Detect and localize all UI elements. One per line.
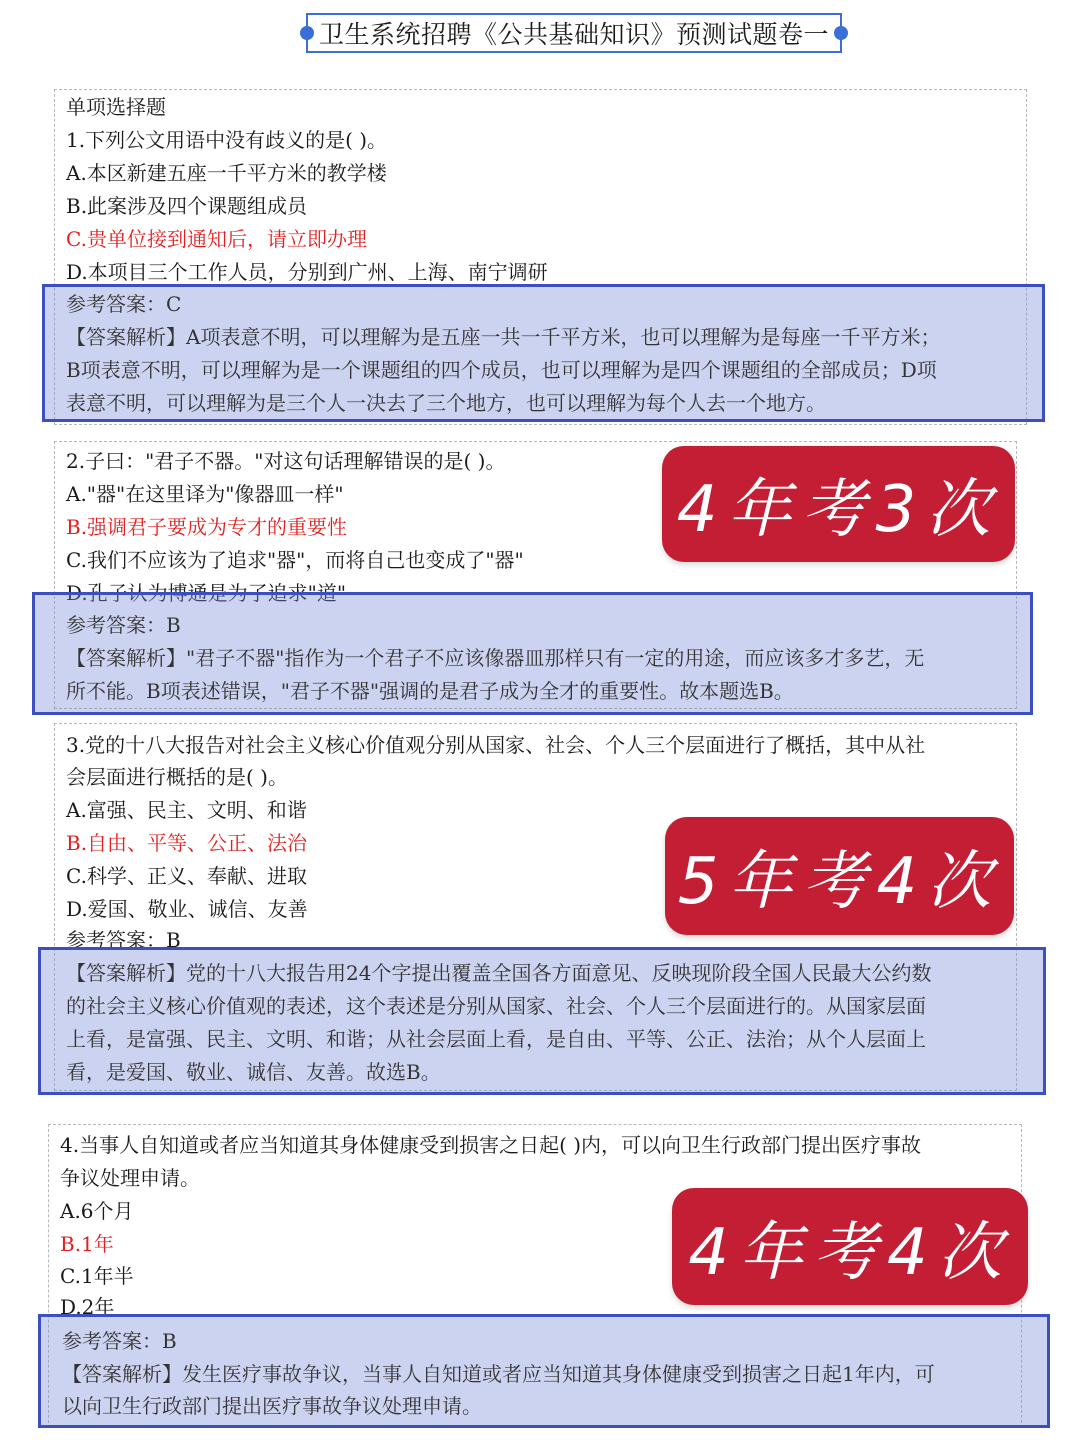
- question-3-frequency-badge: 5年考4次: [665, 817, 1014, 935]
- question-3-analysis-line: 上看，是富强、民主、文明、和谐；从社会层面上看，是自由、平等、公正、法治；从个人层面上: [66, 1027, 926, 1051]
- question-1-analysis-line: B项表意不明，可以理解为是一个课题组的四个成员，也可以理解为是四个课题组的全部成员；D项: [66, 358, 937, 382]
- question-4-answer: 参考答案：B: [62, 1329, 177, 1353]
- question-3-option-c: C.科学、正义、奉献、进取: [66, 864, 307, 888]
- question-4-option-d: D.2年: [60, 1295, 115, 1319]
- question-2-frequency-badge: 4年考3次: [662, 446, 1015, 562]
- question-1-option-d: D.本项目三个工作人员，分别到广州、上海、南宁调研: [66, 260, 548, 284]
- question-1-stem: 1.下列公文用语中没有歧义的是( )。: [66, 128, 388, 152]
- question-4-option-a: A.6个月: [60, 1199, 134, 1223]
- question-1-analysis-line: 【答案解析】A项表意不明，可以理解为是五座一共一千平方米，也可以理解为是每座一千平方米；: [66, 325, 941, 349]
- question-3-option-d: D.爱国、敬业、诚信、友善: [66, 897, 308, 921]
- question-3-stem-line: 会层面进行概括的是( )。: [66, 765, 288, 789]
- question-2-option-a: A."器"在这里译为"像器皿一样": [66, 482, 344, 506]
- question-4-analysis-line: 【答案解析】发生医疗事故争议，当事人自知道或者应当知道其身体健康受到损害之日起1年内，可: [62, 1362, 935, 1386]
- question-2-option-d: D.孔子认为博通是为了追求"道": [66, 581, 347, 605]
- question-3-option-a: A.富强、民主、文明、和谐: [66, 798, 307, 822]
- question-4-frequency-badge: 4年考4次: [672, 1188, 1028, 1305]
- title-dot-left: [300, 26, 314, 40]
- question-2-analysis-line: 【答案解析】"君子不器"指作为一个君子不应该像器皿那样只有一定的用途，而应该多才多艺，无: [66, 646, 925, 670]
- question-2-option-b-correct: B.强调君子要成为专才的重要性: [66, 515, 348, 539]
- question-4-option-c: C.1年半: [60, 1264, 134, 1288]
- question-3-analysis-line: 【答案解析】党的十八大报告用24个字提出覆盖全国各方面意见、反映现阶段全国人民最大公约数: [66, 961, 932, 985]
- question-3-analysis-line: 的社会主义核心价值观的表述，这个表述是分别从国家、社会、个人三个层面进行的。从国家层面: [66, 994, 926, 1018]
- question-4-stem-line: 4.当事人自知道或者应当知道其身体健康受到损害之日起( )内，可以向卫生行政部门提出医疗事故: [60, 1133, 922, 1157]
- question-3-option-b-correct: B.自由、平等、公正、法治: [66, 831, 308, 855]
- question-1-option-a: A.本区新建五座一千平方米的教学楼: [66, 161, 387, 185]
- question-2-analysis-line: 所不能。B项表述错误，"君子不器"强调的是君子成为全才的重要性。故本题选B。: [66, 679, 794, 703]
- title-dot-right: [834, 26, 848, 40]
- question-3-stem-line: 3.党的十八大报告对社会主义核心价值观分别从国家、社会、个人三个层面进行了概括，其中从社: [66, 733, 926, 757]
- question-2-option-c: C.我们不应该为了追求"器"，而将自己也变成了"器": [66, 548, 524, 572]
- section-heading: 单项选择题: [66, 95, 166, 119]
- question-1-analysis-line: 表意不明，可以理解为是三个人一决去了三个地方，也可以理解为每个人去一个地方。: [66, 391, 826, 415]
- question-1-option-c-correct: C.贵单位接到通知后，请立即办理: [66, 227, 367, 251]
- question-3-analysis-line: 看，是爱国、敬业、诚信、友善。故选B。: [66, 1060, 441, 1084]
- question-3-answer: 参考答案：B: [66, 928, 181, 952]
- question-1-option-b: B.此案涉及四个课题组成员: [66, 194, 308, 218]
- question-4-analysis-line: 以向卫生行政部门提出医疗事故争议处理申请。: [62, 1394, 482, 1418]
- page-title: [306, 13, 842, 53]
- question-1-answer: 参考答案：C: [66, 292, 182, 316]
- question-2-stem: 2.子曰："君子不器。"对这句话理解错误的是( )。: [66, 449, 506, 473]
- question-4-option-b-correct: B.1年: [60, 1232, 114, 1256]
- question-2-answer: 参考答案：B: [66, 613, 181, 637]
- page-title-text: 卫生系统招聘《公共基础知识》预测试题卷一: [318, 20, 829, 49]
- question-4-stem-line: 争议处理申请。: [60, 1166, 200, 1190]
